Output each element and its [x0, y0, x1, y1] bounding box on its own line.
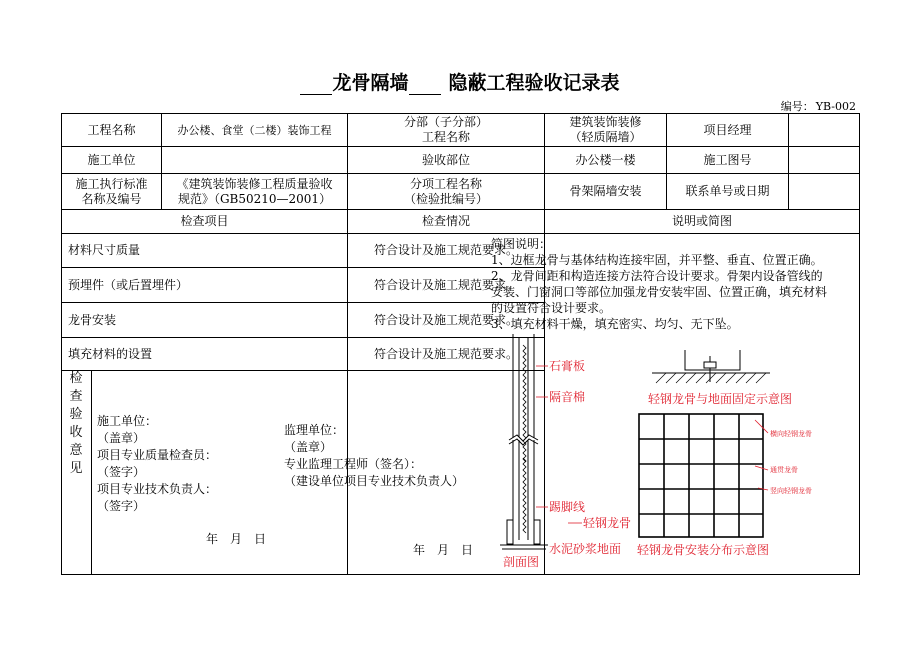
- item-name-label-1: 分项工程名称: [410, 176, 483, 191]
- opinion-char: 验: [69, 407, 83, 422]
- project-name-label: 工程名称: [62, 114, 162, 147]
- doc-no-label: 编号：: [780, 100, 814, 113]
- label-section: 剖面图: [503, 555, 540, 569]
- quality-inspector-label: 项目专业质量检查员：: [97, 448, 218, 462]
- contractor-date: 年 月 日: [206, 532, 267, 546]
- tech-lead-label: 项目专业技术负责人：: [97, 482, 218, 496]
- check-item: 龙骨安装: [62, 303, 348, 338]
- layout-leaders: [755, 420, 768, 490]
- title-suffix: 隐蔽工程验收记录表: [448, 72, 620, 94]
- document-number: [781, 98, 858, 114]
- form-title: [0, 68, 920, 95]
- check-item: 预埋件（或后置埋件）: [62, 268, 348, 303]
- supervisor-date: 年 月 日: [413, 543, 474, 557]
- title-underline-right: [409, 76, 441, 95]
- subdivision-value-1: 建筑装饰装修: [569, 115, 642, 129]
- label-keel-layout: 轻钢龙骨安装分布示意图: [637, 543, 770, 557]
- opinion-char: 见: [69, 461, 83, 476]
- notes-heading: 简图说明：: [491, 237, 552, 251]
- floor-fix-drawing: [652, 350, 770, 383]
- standard-label: [62, 174, 162, 210]
- label-through-keel: 通贯龙骨: [770, 466, 798, 474]
- check-status: 符合设计及施工规范要求。: [348, 303, 545, 338]
- location-value: 办公楼一楼: [545, 147, 667, 174]
- project-name-value: 办公楼、食堂（二楼）装饰工程: [162, 114, 348, 147]
- title-prefix: 龙骨隔墙: [332, 72, 409, 94]
- label-insulation: 隔音棉: [549, 390, 586, 404]
- standard-value: [162, 174, 348, 210]
- location-label: 验收部位: [348, 147, 545, 174]
- standard-label-1: 施工执行标准: [75, 176, 148, 191]
- label-horizontal-keel: 横向轻钢龙骨: [770, 430, 812, 438]
- owner-tech-lead-label: （建设单位项目专业技术负责人）: [284, 474, 465, 488]
- pm-label: 项目经理: [667, 114, 789, 147]
- col-header-notes: 说明或简图: [545, 210, 860, 234]
- contact-label: 联系单号或日期: [667, 174, 789, 210]
- subdivision-label-1: 分部（子分部）: [404, 115, 489, 129]
- drawing-label: 施工图号: [667, 147, 789, 174]
- drawing-value[interactable]: [789, 147, 860, 174]
- contractor-value[interactable]: [162, 147, 348, 174]
- check-item: 材料尺寸质量: [62, 234, 348, 268]
- notes-line-5: 3、填充材料干燥，填充密实、均匀、无下坠。: [491, 317, 739, 331]
- supervisor-engineer-label: 专业监理工程师（签名）：: [284, 457, 423, 471]
- contractor-unit-label: 施工单位：: [97, 414, 158, 428]
- notes-line-1: 1、边框龙骨与基体结构连接牢固，并平整、垂直、位置正确。: [491, 253, 823, 267]
- check-status: 符合设计及施工规范要求。: [348, 338, 545, 371]
- check-item: 填充材料的设置: [62, 338, 348, 371]
- contact-value[interactable]: [789, 174, 860, 210]
- supervisor-seal-label: （盖章）: [284, 440, 333, 454]
- check-status: 符合设计及施工规范要求。: [348, 268, 545, 303]
- opinion-char: 检: [69, 371, 83, 386]
- standard-label-2: 名称及编号: [81, 191, 142, 206]
- quality-inspector-sign-label: （签字）: [97, 465, 146, 479]
- partition-sketch: [485, 234, 859, 572]
- subdivision-value-2: （轻质隔墙）: [569, 130, 642, 144]
- doc-no-value: YB-002: [815, 100, 856, 113]
- contractor-label: 施工单位: [62, 147, 162, 174]
- opinion-char: 查: [69, 389, 83, 404]
- label-baseboard: 踢脚线: [549, 500, 586, 514]
- supervisor-unit-label: 监理单位：: [284, 423, 345, 437]
- supervisor-signature-block: [284, 422, 464, 490]
- pm-value[interactable]: [789, 114, 860, 147]
- subdivision-value: [545, 114, 667, 147]
- contractor-signature-block: [97, 413, 217, 515]
- label-gypsum: 石膏板: [549, 359, 586, 373]
- notes-line-2: 2、龙骨间距和构造连接方法符合设计要求。骨架内设备管线的: [491, 269, 823, 283]
- label-vertical-keel: 竖向轻钢龙骨: [770, 487, 812, 495]
- label-floor-fix: 轻钢龙骨与地面固定示意图: [648, 392, 793, 406]
- opinion-char: 意: [69, 443, 83, 458]
- notes-line-3: 安装、门窗洞口等部位加强龙骨安装牢固、位置正确，填充材料: [491, 285, 828, 299]
- label-steel-keel: 轻钢龙骨: [583, 516, 632, 530]
- check-status: 符合设计及施工规范要求。: [348, 234, 545, 268]
- standard-value-1: 《建筑装饰装修工程质量验收: [176, 176, 333, 191]
- standard-value-2: 规范》（GB50210—2001）: [177, 191, 332, 206]
- col-header-status: 检查情况: [348, 210, 545, 234]
- opinion-label: [61, 370, 91, 478]
- label-floor: 水泥砂浆地面: [549, 542, 622, 556]
- opinion-char: 收: [69, 425, 83, 440]
- item-name-label-2: （检验批编号）: [404, 191, 489, 206]
- contractor-seal-label: （盖章）: [97, 431, 146, 445]
- keel-layout-grid: [639, 414, 763, 537]
- item-name-value: 骨架隔墙安装: [545, 174, 667, 210]
- subdivision-label: [348, 114, 545, 147]
- tech-lead-sign-label: （签字）: [97, 499, 146, 513]
- item-name-label: [348, 174, 545, 210]
- col-header-item: 检查项目: [62, 210, 348, 234]
- notes-line-4: 的设置符合设计要求。: [491, 301, 612, 315]
- subdivision-label-2: 工程名称: [422, 130, 471, 144]
- title-underline-left: [300, 76, 332, 95]
